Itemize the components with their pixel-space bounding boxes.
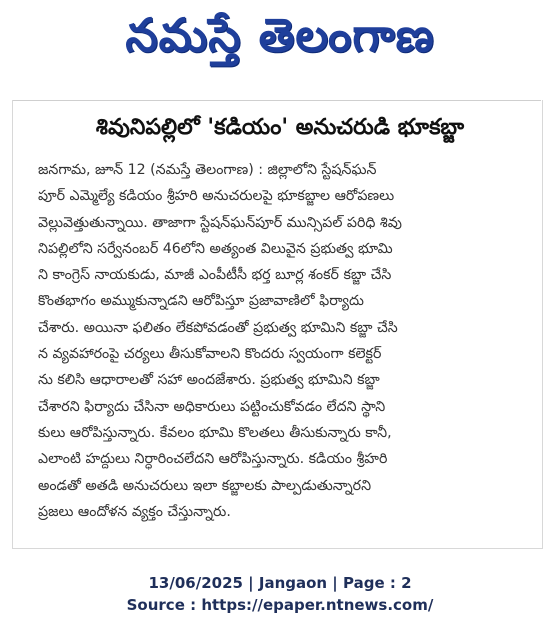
article-line: పూర్ ఎమ్మెల్యే కడియం శ్రీహరి అనుచరులపై భూకబ్జాల ఆరోపణలు [38, 188, 395, 205]
article-line: ప్రజలు ఆందోళన వ్యక్తం చేస్తున్నారు. [38, 503, 231, 520]
newspaper-title: నమస్తే తెలంగాణ [125, 8, 435, 62]
article-line: కొంతభాగం అమ్ముకున్నాడని ఆరోపిస్తూ ప్రజావాణిలో ఫిర్యాదు [38, 293, 364, 310]
article-line: నిపల్లిలోని సర్వేనంబర్ 46లోని అత్యంత విలువైన ప్రభుత్వ భూమి [38, 240, 393, 257]
article-line: చేశారని ఫిర్యాదు చేసినా అధికారులు పట్టించుకోవడం లేదని స్థాని [38, 398, 386, 415]
article-line: కులు ఆరోపిస్తున్నారు. కేవలం భూమి కొలతలు తీసుకున్నారు కానీ, [38, 424, 392, 441]
article-headline: శివునిపల్లిలో 'కడియం' అనుచరుడి భూకబ్జా [95, 115, 465, 140]
footer-date-edition: 13/06/2025 | Jangaon | Page : 2 [148, 574, 412, 592]
article-line: ఎలాంటి హద్దులు నిర్ధారించలేదని ఆరోపిస్తున్నారు. కడియం శ్రీహరి [38, 451, 388, 468]
article-line: ను కలిసి ఆధారాలతో సహా అందజేశారు. ప్రభుత్వ భూమిని కబ్జా [38, 372, 380, 389]
article-line: చేశారు. అయినా ఫలితం లేకపోవడంతో ప్రభుత్వ భూమిని కబ్జా చేసి [38, 319, 398, 336]
article-line: జనగామ, జూన్ 12 (నమస్తే తెలంగాణ) : జిల్లాలోని స్టేషన్‌ఘన్ [38, 162, 377, 178]
masthead [0, 0, 560, 82]
article-line: అండతో అతడి అనుచరులు ఇలా కబ్జాలకు పాల్పడుతున్నారని [38, 477, 372, 494]
article-line: న వ్యవహారంపై చర్యలు తీసుకోవాలని కొందరు స్వయంగా కలెక్టర్ [38, 346, 382, 363]
article-line: ని కాంగ్రెస్ నాయకుడు, మాజీ ఎంపీటీసీ భర్త బూర్ల శంకర్ కబ్జా చేసి [38, 267, 392, 284]
article-line: వెల్లువెత్తుతున్నాయి. తాజాగా స్టేషన్‌ఘన్‌పూర్ మున్సిపల్ పరిధి శివు [38, 214, 402, 231]
article-body [38, 157, 524, 525]
footer-source: Source : https://epaper.ntnews.com/ [126, 596, 434, 614]
